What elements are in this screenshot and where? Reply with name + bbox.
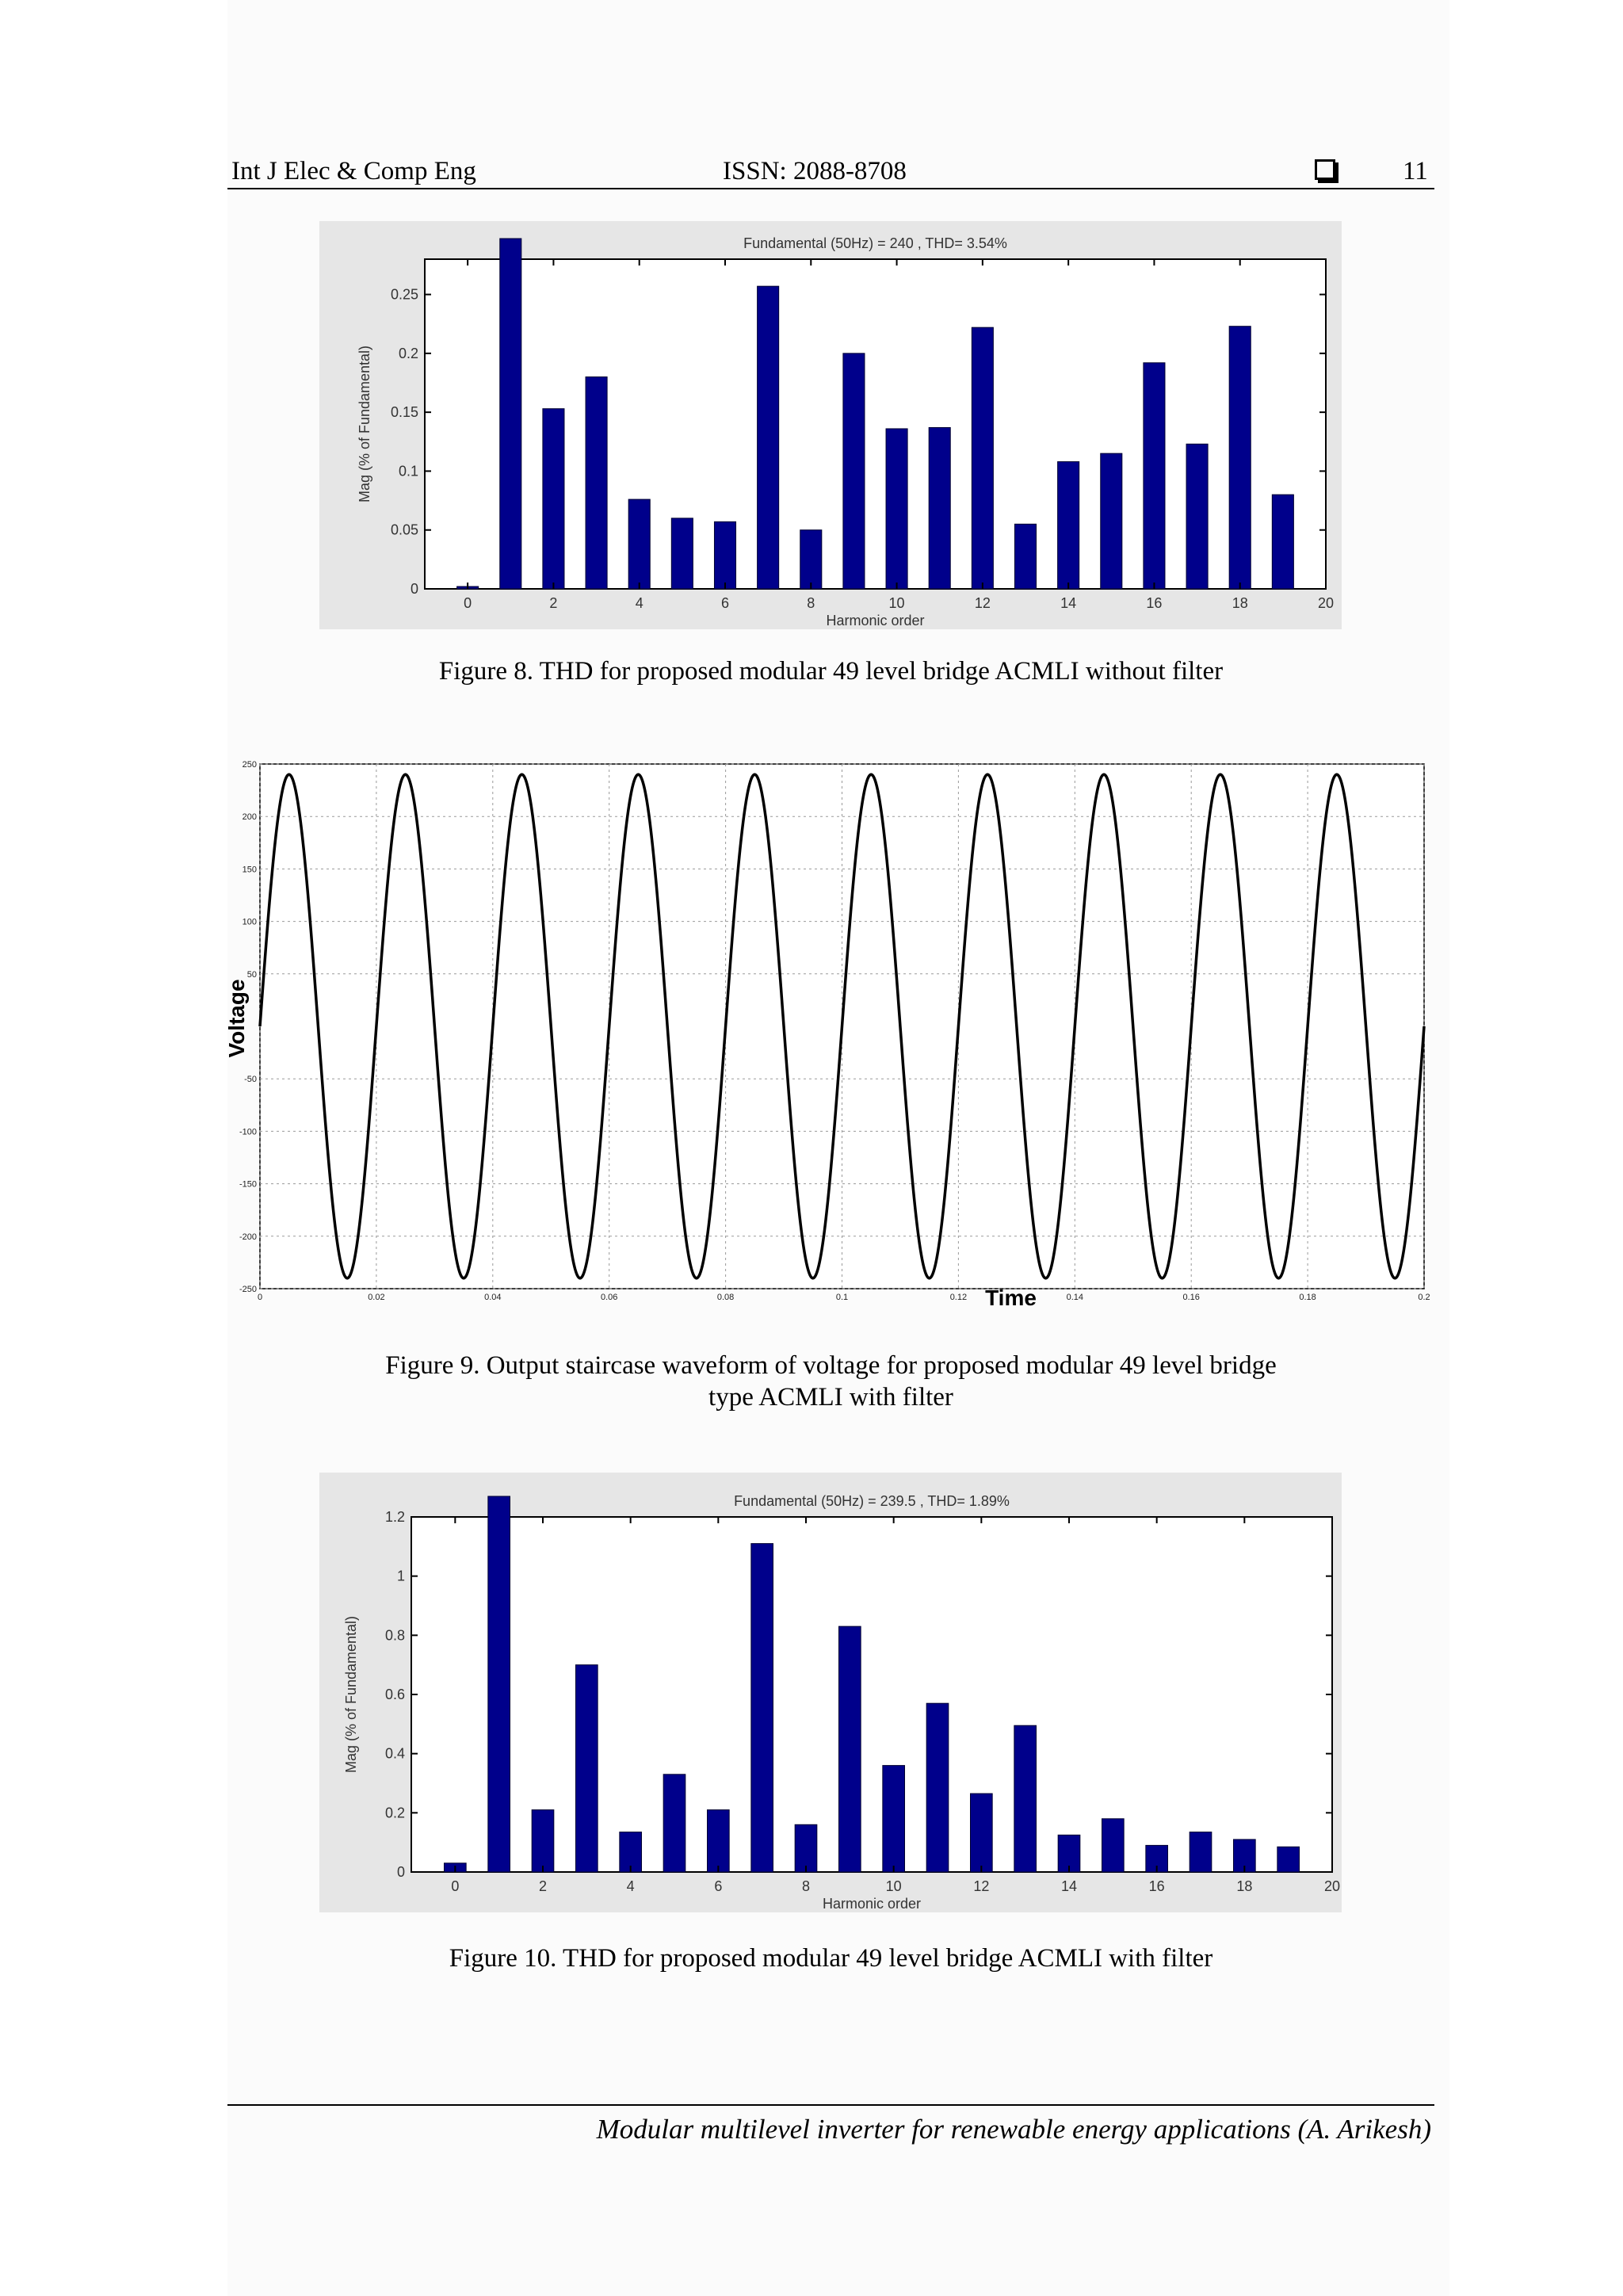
y-tick-label: 0 — [410, 581, 418, 597]
x-tick-label: 0.06 — [600, 1293, 618, 1302]
figure-8-panel — [319, 221, 1342, 629]
bar — [1014, 524, 1036, 589]
bar — [500, 239, 521, 589]
y-axis-label: Mag (% of Fundamental) — [357, 345, 372, 503]
bar — [586, 377, 607, 589]
bar — [1272, 495, 1293, 589]
x-tick-label: 2 — [538, 1878, 548, 1894]
bar — [1102, 1819, 1125, 1872]
x-axis-label: Harmonic order — [822, 1896, 922, 1912]
bar — [1101, 453, 1122, 589]
x-tick-label: 12 — [973, 1878, 990, 1894]
x-tick-label: 8 — [801, 1878, 811, 1894]
y-tick-label: -200 — [239, 1232, 257, 1242]
x-tick-label: 18 — [1236, 1878, 1253, 1894]
x-tick-label: 14 — [1060, 1878, 1078, 1894]
caption-line: Figure 10. THD for proposed modular 49 level bridge ACMLI with filter — [449, 1944, 1213, 1973]
x-tick-label: 20 — [1323, 1878, 1341, 1894]
x-tick-label: 0 — [464, 595, 472, 611]
y-tick-label: 1.2 — [384, 1509, 405, 1525]
chart-title: Fundamental (50Hz) = 240 , THD= 3.54% — [743, 235, 1007, 251]
chart-title: Fundamental (50Hz) = 239.5 , THD= 1.89% — [734, 1493, 1010, 1509]
square-icon — [1315, 159, 1335, 180]
bar — [1014, 1725, 1037, 1872]
figure-9-chart — [224, 755, 1434, 1312]
y-tick-label: 0.2 — [398, 345, 418, 361]
x-tick-label: 18 — [1232, 595, 1248, 611]
x-tick-label: 12 — [974, 595, 991, 611]
bar — [1190, 1832, 1212, 1872]
y-tick-label: -150 — [239, 1179, 257, 1190]
y-tick-label: 0.6 — [384, 1687, 405, 1702]
x-tick-label: 0 — [257, 1293, 263, 1302]
bar — [714, 521, 735, 589]
y-tick-label: 100 — [242, 917, 257, 927]
y-tick-label: 0.4 — [384, 1745, 405, 1762]
figure-9-panel — [224, 755, 1434, 1312]
x-tick-label: 0.12 — [949, 1293, 968, 1302]
bar — [576, 1665, 598, 1872]
bar — [1186, 444, 1208, 589]
x-tick-label: 0.02 — [368, 1293, 385, 1302]
bar — [971, 1794, 993, 1872]
bar — [628, 499, 650, 589]
x-tick-label: 0.1 — [835, 1293, 849, 1302]
x-tick-label: 0.08 — [716, 1293, 735, 1302]
x-tick-label: 8 — [807, 595, 815, 611]
bar — [708, 1810, 730, 1872]
figure-10-chart — [319, 1473, 1342, 1912]
y-tick-label: 0.2 — [384, 1805, 405, 1821]
bar — [1058, 462, 1079, 589]
x-tick-label: 0.16 — [1182, 1293, 1200, 1302]
bar — [751, 1544, 773, 1872]
y-tick-label: 0.25 — [390, 286, 418, 303]
y-tick-label: -50 — [244, 1075, 257, 1085]
x-tick-label: 2 — [549, 595, 558, 611]
x-tick-label: 0.04 — [484, 1293, 502, 1302]
bar — [795, 1824, 817, 1872]
x-tick-label: 4 — [635, 595, 643, 611]
figure-9-caption — [227, 1350, 1434, 1413]
issn: ISSN: 2088-8708 — [723, 157, 907, 185]
y-tick-label: 0 — [396, 1864, 405, 1880]
y-axis-label: Voltage — [224, 979, 249, 1058]
bar — [929, 427, 950, 589]
bar — [1229, 327, 1251, 589]
bar — [972, 327, 993, 589]
caption-line: Figure 9. Output staircase waveform of voltage for proposed modular 49 level bridge — [385, 1351, 1277, 1380]
bar — [671, 518, 693, 589]
bar — [839, 1626, 861, 1872]
y-tick-label: 250 — [242, 760, 257, 770]
bar — [532, 1810, 554, 1872]
x-tick-label: 16 — [1146, 595, 1163, 611]
bar — [1144, 363, 1165, 589]
y-axis-label: Mag (% of Fundamental) — [343, 1615, 359, 1774]
y-tick-label: -100 — [239, 1127, 257, 1137]
x-tick-label: 20 — [1317, 595, 1335, 611]
y-tick-label: 150 — [242, 865, 257, 875]
figure-10-panel — [319, 1473, 1342, 1912]
running-footer: Modular multilevel inverter for renewable energy applications (A. Arikesh) — [596, 2114, 1431, 2145]
x-tick-label: 16 — [1148, 1878, 1165, 1894]
bar — [886, 429, 907, 589]
caption-line: Figure 8. THD for proposed modular 49 level bridge ACMLI without filter — [438, 657, 1224, 686]
caption-line: type ACMLI with filter — [708, 1383, 953, 1412]
bar — [543, 409, 564, 589]
bar — [1277, 1847, 1300, 1872]
x-tick-label: 0.2 — [1418, 1293, 1430, 1302]
y-tick-label: 0.1 — [398, 463, 418, 479]
x-tick-label: 0 — [451, 1878, 460, 1894]
y-tick-label: 0.15 — [390, 404, 418, 421]
page-number: 11 — [1403, 157, 1428, 185]
y-tick-label: 50 — [246, 969, 257, 980]
bar — [843, 353, 865, 589]
header-rule — [227, 188, 1434, 189]
x-tick-label: 0.14 — [1066, 1293, 1084, 1302]
figure-8-chart — [319, 221, 1342, 629]
y-tick-label: 200 — [242, 812, 257, 823]
figure-8-caption — [227, 655, 1434, 687]
x-axis-label: Harmonic order — [826, 613, 925, 628]
bar — [926, 1703, 949, 1872]
x-tick-label: 6 — [714, 1878, 723, 1894]
y-tick-label: -250 — [239, 1285, 257, 1294]
x-tick-label: 10 — [888, 595, 905, 611]
bar — [883, 1766, 905, 1872]
footer-rule — [227, 2104, 1434, 2106]
x-axis-label: Time — [985, 1286, 1037, 1310]
journal-name: Int J Elec & Comp Eng — [231, 157, 476, 185]
bar — [758, 286, 779, 589]
bar — [800, 530, 822, 589]
x-tick-label: 0.18 — [1299, 1293, 1316, 1302]
bar — [663, 1775, 685, 1872]
y-tick-label: 0.05 — [390, 521, 418, 538]
x-tick-label: 6 — [720, 595, 730, 611]
bar — [488, 1496, 510, 1872]
y-tick-label: 1 — [396, 1568, 405, 1584]
x-tick-label: 10 — [885, 1878, 902, 1894]
x-tick-label: 14 — [1060, 595, 1077, 611]
x-tick-label: 4 — [626, 1878, 635, 1894]
figure-10-caption — [227, 1943, 1434, 1974]
y-tick-label: 0.8 — [384, 1627, 405, 1644]
